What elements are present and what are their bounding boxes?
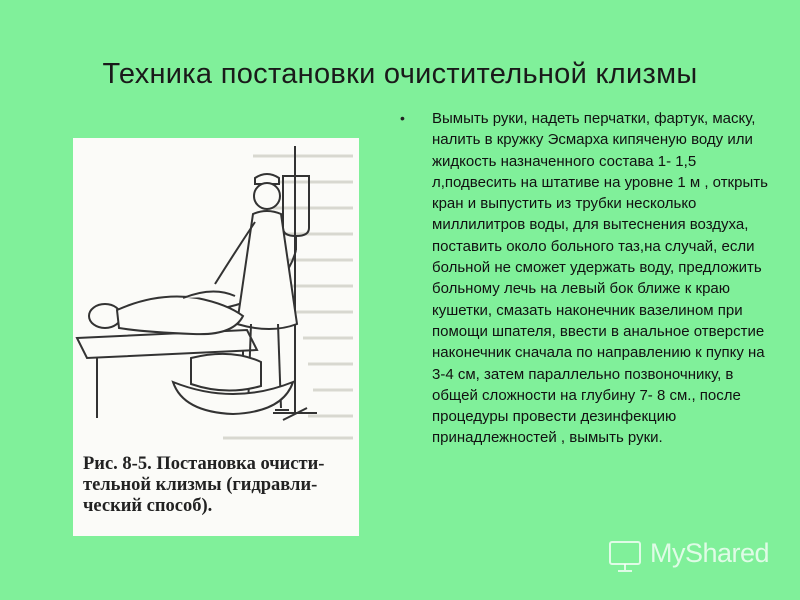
bullet-text: Вымыть руки, надеть перчатки, фартук, маску, налить в кружку Эсмарха кипяченую воду или жидкость назначенного состава 1- 1,5 л,подвесить на штативе на уровне 1 м , открыть кран и выпустить из трубки несколько миллилитров воды, для вытеснения воздуха, поставить около больного таз,на случай, если больной не сможет удержать воду, предложить больному лечь на левый бок ближе к краю кушетки, смазать наконечник вазелином при помощи шпателя, ввести в анальное отверстие наконечник сначала по направлению к пупку на 3-4 см, затем параллельно позвоночнику, в общей сложности на глубину 7- 8 см., после процедуры провести дезинфекцию принадлежностей , вымыть руки. <box>432 110 768 447</box>
bullet-marker: • <box>400 110 405 126</box>
presentation-screen-icon <box>606 538 646 574</box>
figure-panel <box>73 138 359 536</box>
watermark <box>606 538 782 574</box>
slide-title: Техника постановки очистительной клизмы <box>102 58 698 90</box>
watermark-text: MyShared <box>650 538 770 568</box>
figure-caption: Рис. 8-5. Постановка очисти-тельной клизмы (гидравли-ческий способ). <box>83 454 325 516</box>
